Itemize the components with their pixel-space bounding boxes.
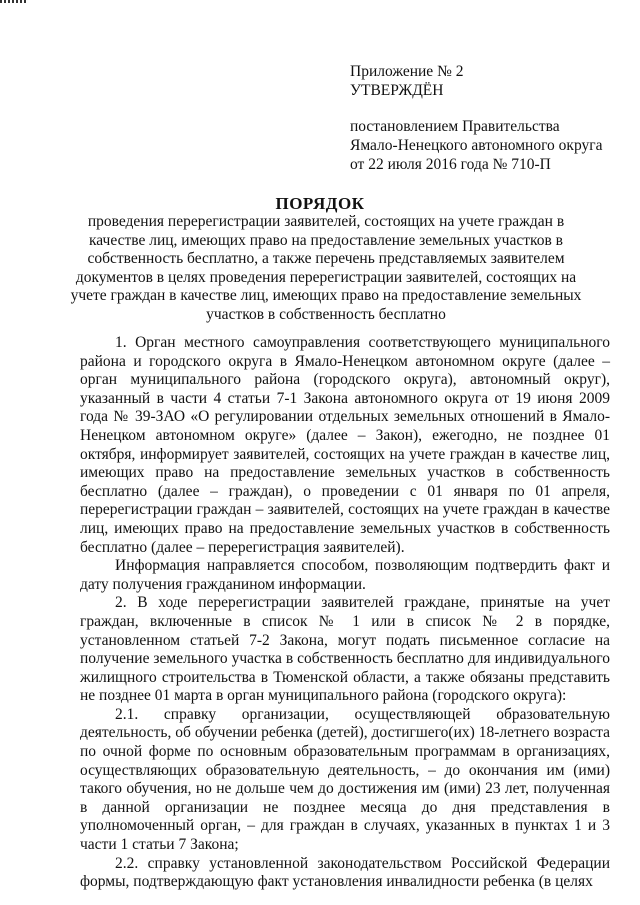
- paragraph-1: 1. Орган местного самоуправления соответствующего муниципального района и городского округа в Ямало-Ненецком автономном округе (далее – орган муниципального района (городского округа), автономный округ), указанный в части 4 статьи 7-1 Закона автономного округа от 19 июня 2009 года № 39-ЗАО «О регулировании отдельных земельных отношений в Ямало-Ненецком автономном округе» (далее – Закон), ежегодно, не позднее 01 октября, информирует заявителей, состоящих на учете граждан в качестве лиц, имеющих право на предоставление земельных участков в собственность бесплатно (далее – граждан), о проведении с 01 января по 01 апреля, перерегистрации граждан – заявителей, состоящих на учете граждан в качестве лиц, имеющих право на предоставление земельных участков в собственность бесплатно (далее – перерегистрация заявителей).: [80, 334, 610, 556]
- approval-line-1: постановлением Правительства: [350, 118, 560, 135]
- document-subtitle: проведения перерегистрации заявителей, состоящих на учете граждан в качестве лиц, имеющих право на предоставление земельных участков в собственность бесплатно, а также перечень представляемых заявителем документов в целях проведения перерегистрации заявителей, состоящих на учете граждан в качестве лиц, имеющих право на предоставление земельных участков в собственность бесплатно: [70, 213, 582, 323]
- paragraph-2: 2. В ходе перерегистрации заявителей граждане, принятые на учет граждан, включенные в список № 1 или в список № 2 в порядке, установленном статьей 7-2 Закона, могут подать письменное согласие на получение земельного участка в собственность бесплатно для индивидуального жилищного строительства в Тюменской области, а также обязаны представить не позднее 01 марта в орган муниципального района (городского округа):: [80, 594, 610, 705]
- appendix-label: Приложение № 2: [350, 63, 464, 80]
- approved-label: УТВЕРЖДЁН: [350, 82, 444, 99]
- document-body: [80, 334, 610, 892]
- approval-line-2: Ямало-Ненецкого автономного округа: [350, 137, 603, 154]
- approval-line-3: от 22 июля 2016 года № 710-П: [350, 156, 551, 173]
- paragraph-info: Информация направляется способом, позволяющим подтвердить факт и дату получения гражданином информации.: [80, 557, 610, 593]
- document-title: ПОРЯДОК: [275, 194, 365, 213]
- paragraph-2-1: 2.1. справку организации, осуществляющей образовательную деятельность, об обучении ребенка (детей), достигшего(их) 18-летнего возраста по очной форме по основным образовательным программам в организациях, осуществляющих образовательную деятельность, – до окончания им (ими) такого обучения, но не дольше чем до достижения им (ими) 23 лет, полученная в данной организации не позднее месяца до дня представления в уполномоченный орган, – для граждан в случаях, указанных в пунктах 1 и 3 части 1 статьи 7 Закона;: [80, 705, 610, 854]
- paragraph-2-2: 2.2. справку установленной законодательством Российской Федерации формы, подтверждающую факт установления инвалидности ребенка (в целях: [80, 854, 610, 891]
- approval-block: [350, 62, 602, 174]
- scan-corner-mark: [0, 0, 28, 3]
